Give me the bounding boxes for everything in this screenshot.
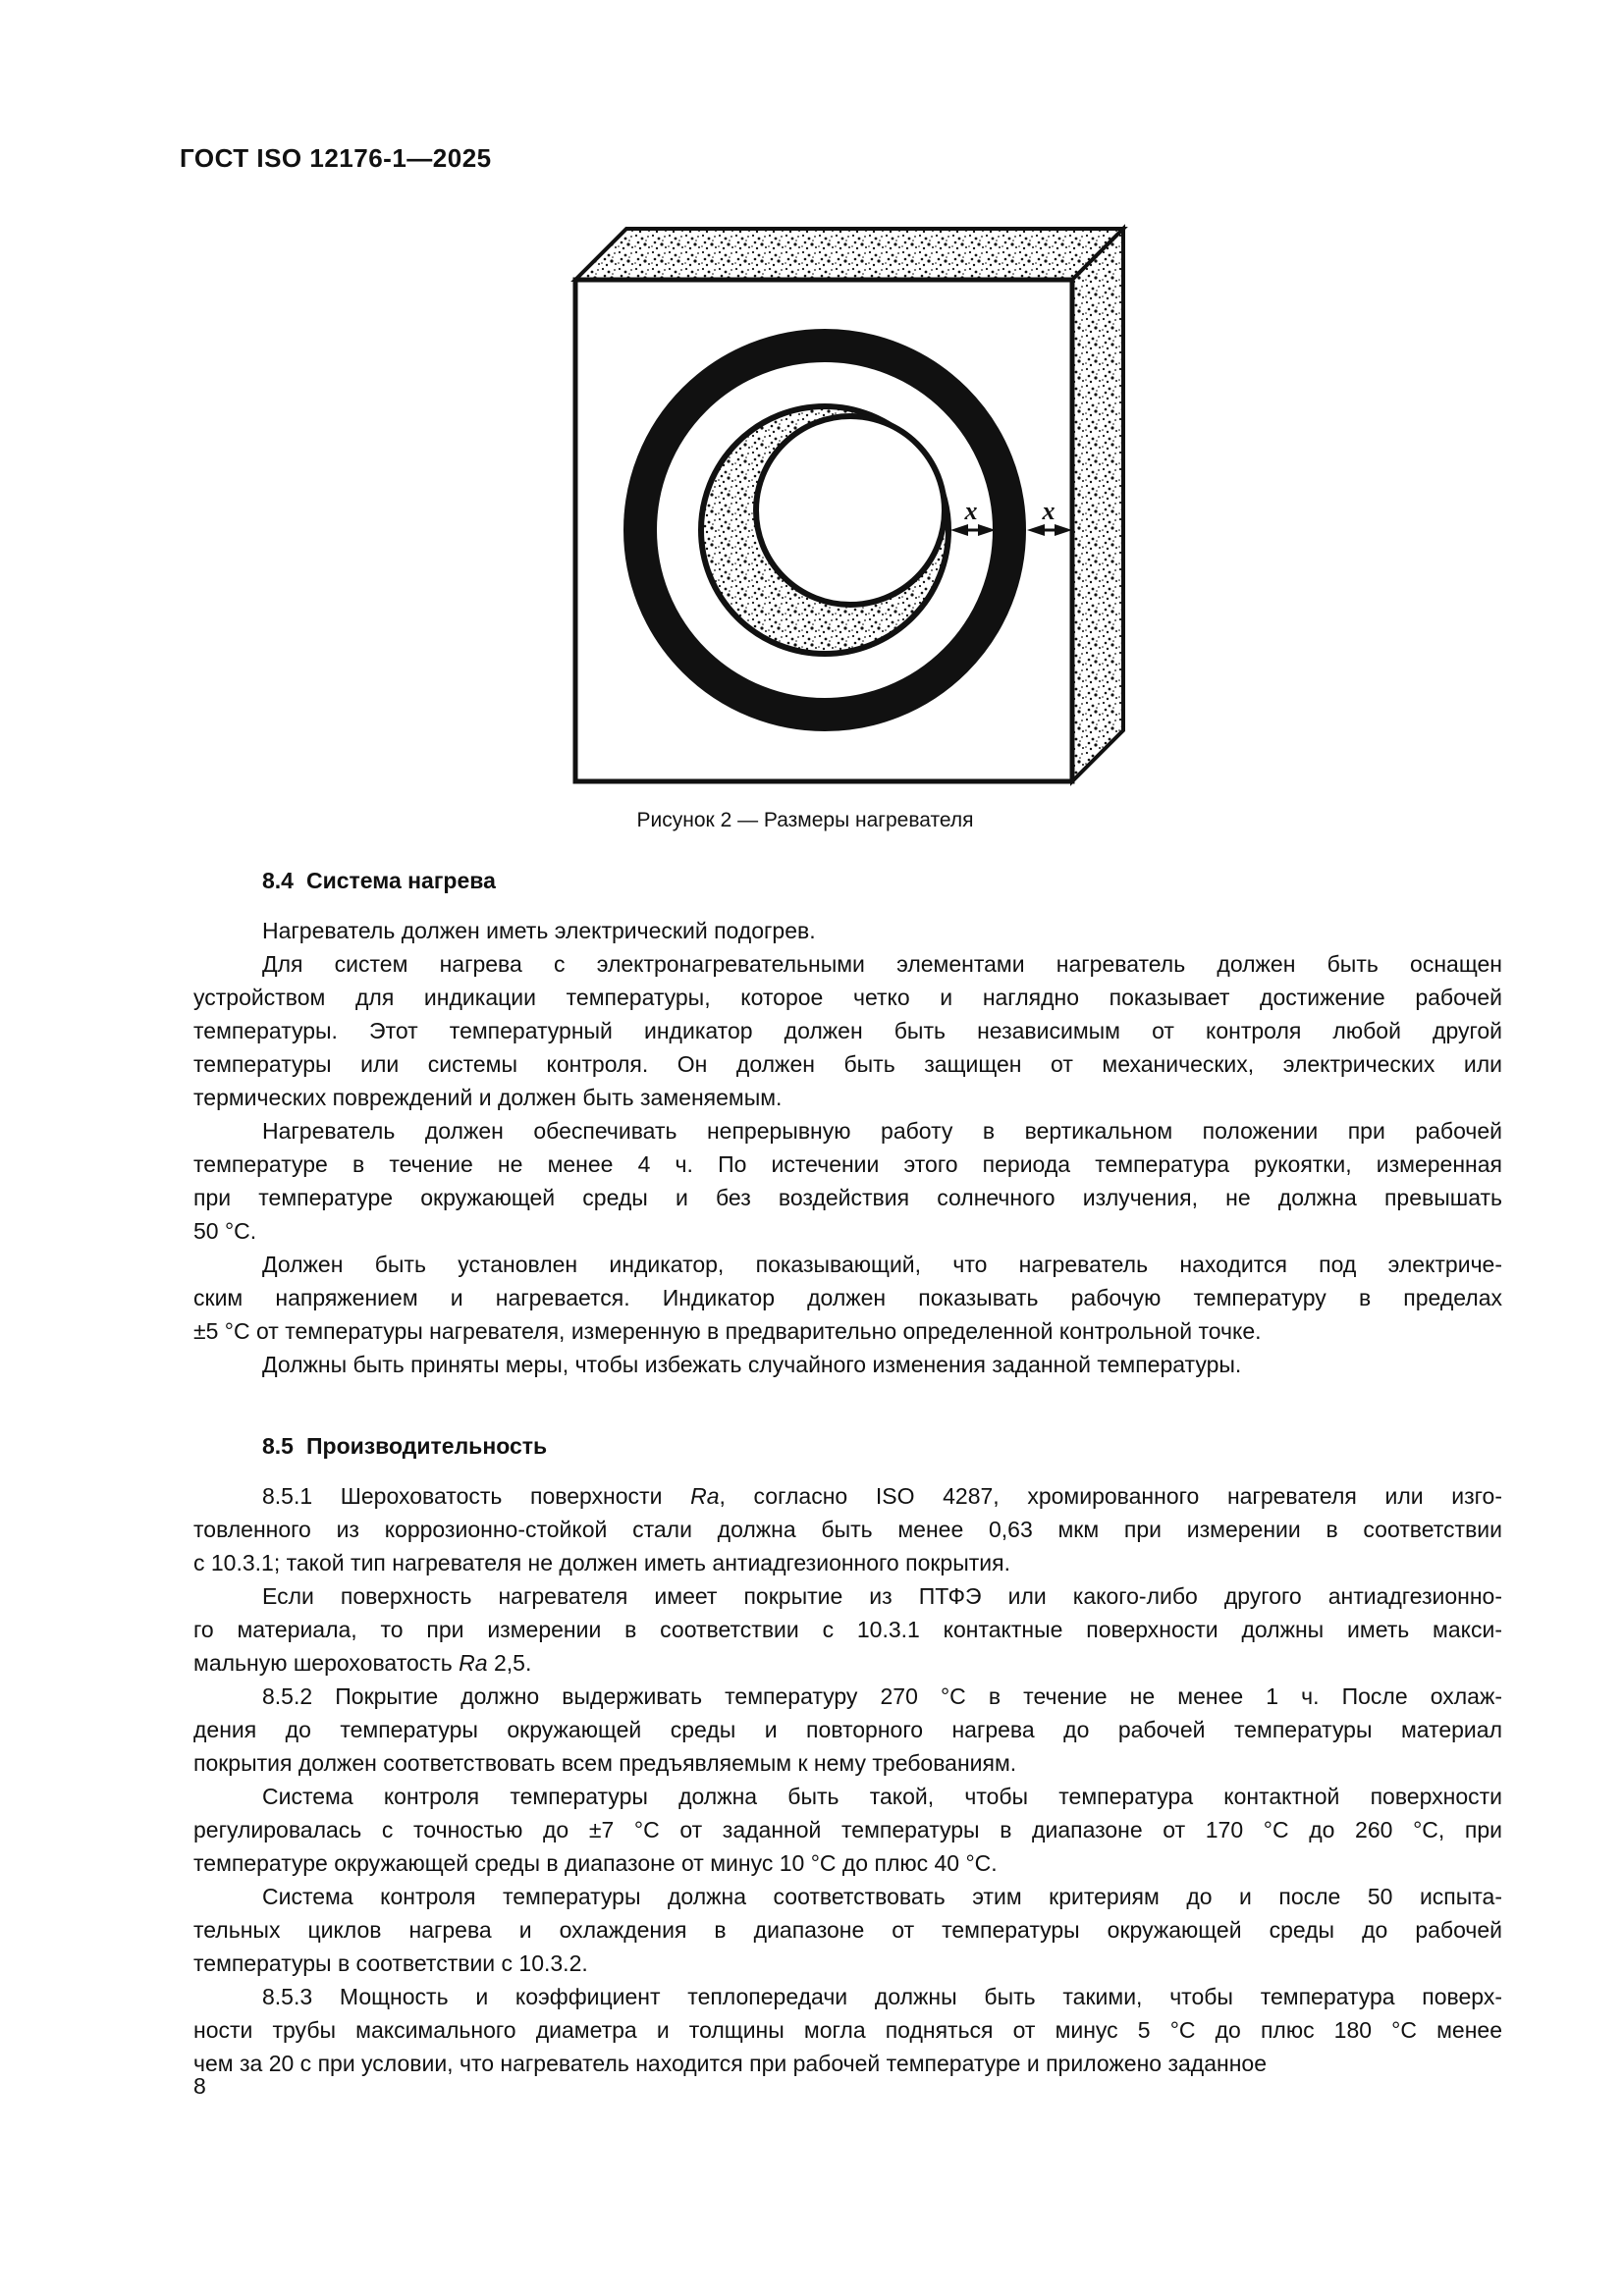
box-right-face xyxy=(1072,229,1123,781)
text-line: дения до температуры окружающей среды и повторного нагрева до рабочей температуры материал xyxy=(193,1717,1502,1742)
text-line: ским напряжением и нагревается. Индикатор должен показывать рабочую температуру в пределах xyxy=(193,1285,1502,1310)
box-top-face xyxy=(575,229,1123,280)
text-line: 8.5.2 Покрытие должно выдерживать температуру 270 °C в течение не менее 1 ч. После охлаж- xyxy=(262,1683,1502,1709)
dimension-label-x1: x xyxy=(964,497,978,525)
section-8-4-text xyxy=(193,914,1502,1381)
document-body xyxy=(193,864,1502,2080)
section-title: Система нагрева xyxy=(305,868,496,893)
text-line: Должен быть установлен индикатор, показывающий, что нагреватель находится под электриче- xyxy=(262,1252,1502,1277)
page-number: 8 xyxy=(193,2073,206,2099)
text-line: ности трубы максимального диаметра и толщины могла подняться от минус 5 °C до плюс 180 °C менее xyxy=(193,2017,1502,2043)
dimension-label-x2: x xyxy=(1042,497,1056,525)
section-heading-8-4 xyxy=(193,864,1502,897)
text-line: Если поверхность нагревателя имеет покрытие из ПТФЭ или какого-либо другого антиадгезионно- xyxy=(262,1583,1502,1609)
text-line: Система контроля температуры должна быть такой, чтобы температура контактной поверхности xyxy=(262,1784,1502,1809)
section-8-5-text xyxy=(193,1479,1502,2080)
text-line: 50 °C. xyxy=(193,1218,257,1244)
section-number: 8.5 xyxy=(262,1433,294,1459)
text-line: Для систем нагрева с электронагревательными элементами нагреватель должен быть оснащен xyxy=(262,951,1502,977)
section-heading-8-5 xyxy=(193,1429,1502,1463)
text-line: 8.5.3 Мощность и коэффициент теплопередачи должны быть такими, чтобы температура поверх- xyxy=(262,1984,1502,2009)
text-line: температуры или системы контроля. Он должен быть защищен от механических, электрических или xyxy=(193,1051,1502,1077)
text-line: термических повреждений и должен быть заменяемым. xyxy=(193,1085,783,1110)
text-line: с 10.3.1; такой тип нагревателя не должен иметь антиадгезионного покрытия. xyxy=(193,1550,1010,1575)
text-line: при температуре окружающей среды и без воздействия солнечного излучения, не должна превышать xyxy=(193,1185,1502,1210)
figure-caption: Рисунок 2 — Размеры нагревателя xyxy=(636,809,974,831)
text-line: Должны быть приняты меры, чтобы избежать случайного изменения заданной температуры. xyxy=(262,1352,1242,1377)
text-line: Нагреватель должен иметь электрический подогрев. xyxy=(262,918,816,943)
text-line: Нагреватель должен обеспечивать непрерывную работу в вертикальном положении при рабочей xyxy=(262,1118,1502,1144)
section-title: Производительность xyxy=(305,1433,548,1459)
text-line: мальную шероховатость Ra 2,5. xyxy=(193,1650,532,1676)
text-line: устройством для индикации температуры, которое четко и наглядно показывает достижение рабочей xyxy=(193,985,1502,1010)
heater-figure xyxy=(550,211,1139,795)
text-line: температуре в течение не менее 4 ч. По истечении этого периода температура рукоятки, измеренная xyxy=(193,1151,1502,1177)
text-line: температуре окружающей среды в диапазоне от минус 10 °C до плюс 40 °C. xyxy=(193,1850,998,1876)
text-line: температуры в соответствии с 10.3.2. xyxy=(193,1950,588,1976)
text-line: 8.5.1 Шероховатость поверхности Ra, согласно ISO 4287, хромированного нагревателя или изго- xyxy=(262,1483,1502,1509)
text-line: покрытия должен соответствовать всем предъявляемым к нему требованиям. xyxy=(193,1750,1017,1776)
text-line: тельных циклов нагрева и охлаждения в диапазоне от температуры окружающей среды до рабочей xyxy=(193,1917,1502,1943)
text-line: чем за 20 с при условии, что нагреватель находится при рабочей температуре и приложено заданное xyxy=(193,2051,1268,2076)
section-number: 8.4 xyxy=(262,868,294,893)
document-header: ГОСТ ISO 12176-1—2025 xyxy=(180,143,492,173)
text-line: ±5 °C от температуры нагревателя, измеренную в предварительно определенной контрольной точке. xyxy=(193,1318,1262,1344)
text-line: температуры. Этот температурный индикатор должен быть независимым от контроля любой другой xyxy=(193,1018,1502,1043)
text-line: товленного из коррозионно-стойкой стали должна быть менее 0,63 мкм при измерении в соответствии xyxy=(193,1517,1502,1542)
pipe-circle xyxy=(756,416,945,605)
text-line: регулировалась с точностью до ±7 °C от заданной температуры в диапазоне от 170 °C до 260 °C, при xyxy=(193,1817,1502,1842)
text-line: го материала, то при измерении в соответствии с 10.3.1 контактные поверхности должны иметь макси- xyxy=(193,1617,1502,1642)
text-line: Система контроля температуры должна соответствовать этим критериям до и после 50 испыта- xyxy=(262,1884,1502,1909)
